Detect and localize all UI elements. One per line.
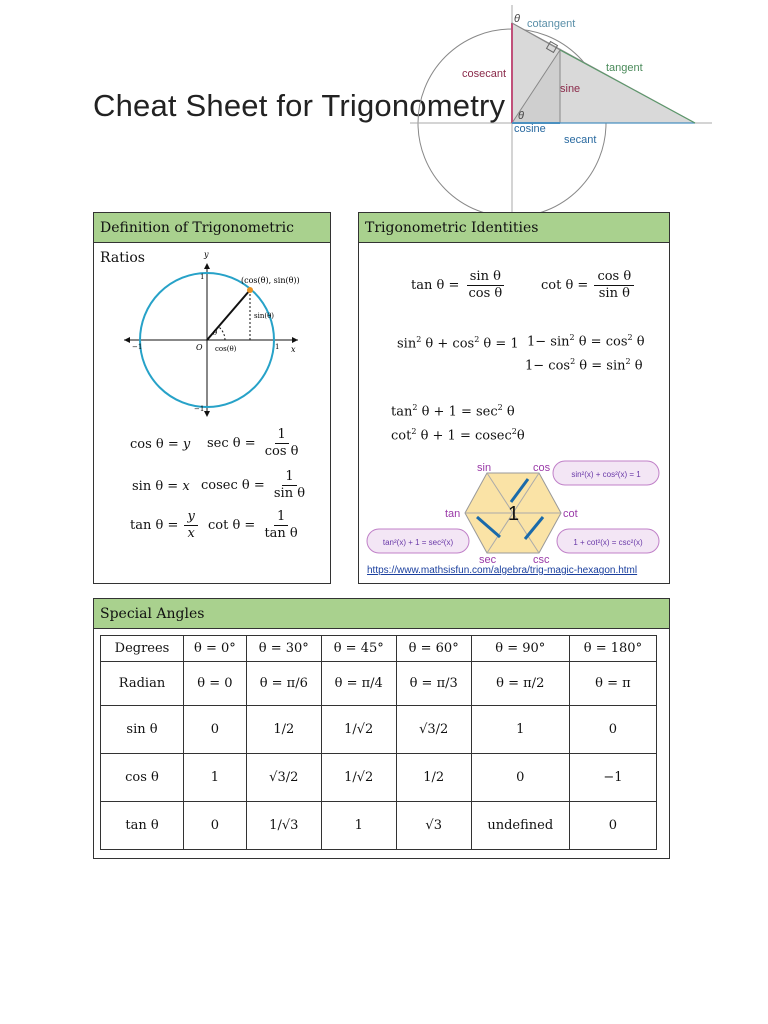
tan-cell: 0 [184,802,247,850]
circle-neg-one-left: −1 [132,343,143,351]
hex-cot-label: cot [563,508,578,520]
special-angles-header: Special Angles [94,599,669,629]
sin-cell: √3/2 [396,706,471,754]
circle-one-top: 1 [200,273,205,281]
hero-label-tangent: tangent [606,62,643,74]
sin-cell: 1/√2 [321,706,396,754]
row-label-cos: cos θ [101,754,184,802]
rad-cell: θ = 0 [184,662,247,706]
cos-cell: −1 [569,754,656,802]
hex-sin-label: sin [477,462,492,474]
circle-cos-label: cos(θ) [215,345,237,353]
tan-cell: 1/√3 [246,802,321,850]
tan-cell: undefined [471,802,569,850]
row-label-sin: sin θ [101,706,184,754]
definitions-panel [93,212,331,584]
magic-hexagon-link[interactable]: https://www.mathsisfun.com/algebra/trig-magic-hexagon.html [367,565,638,576]
hero-label-cosecant: cosecant [462,68,507,80]
hex-tan-label: tan [445,508,461,520]
circle-point-label: (cos(θ), sin(θ)) [241,276,300,285]
circle-sin-label: sin(θ) [254,312,275,320]
circle-one-right: 1 [275,343,280,351]
sin-cell: 0 [184,706,247,754]
hex-sec-label: sec [479,554,497,565]
hex-pill-top: sin²(x) + cos²(x) = 1 [571,470,641,479]
sin-squared-identity: $1- \sin^2 \theta = \cos^2 \theta$ [527,333,645,350]
tan-cell: √3 [396,802,471,850]
hero-label-cotangent: cotangent [527,18,576,30]
cos-squared-identity: $1- \cos^2 \theta = \sin^2 \theta$ [525,357,643,374]
deg-cell: θ = 30° [246,636,321,662]
special-angles-table [100,635,657,850]
rad-cell: θ = π [569,662,656,706]
deg-cell: θ = 60° [396,636,471,662]
tan-definition: tan θ = $\frac{y}{x}$ [130,509,200,542]
definitions-header: Definition of Trigonometric Ratios [94,213,330,243]
deg-cell: θ = 45° [321,636,396,662]
circle-x-label: x [291,345,296,354]
cot-definition: cot θ = $\frac{1}{\text{tan θ}}$ [208,509,298,541]
row-label-degrees: Degrees [101,636,184,662]
deg-cell: θ = 180° [569,636,656,662]
rad-cell: θ = π/4 [321,662,396,706]
tan-cell: 1 [321,802,396,850]
tan-identity: tan θ = $\frac{\text{sin θ}}{\text{cos θ}}$ [411,269,503,301]
deg-cell: θ = 90° [471,636,569,662]
tan-sec-identity: $\tan^2 \theta + 1 = \sec^2 \theta$ [391,403,515,420]
identities-header: Trigonometric Identities [359,213,669,243]
tan-cell: 0 [569,802,656,850]
sin-cell: 1/2 [246,706,321,754]
cos-cell: 0 [471,754,569,802]
hex-csc-label: csc [533,554,550,565]
sin-cell: 0 [569,706,656,754]
special-angles-panel [93,598,670,859]
circle-neg-one-bottom: −1 [194,405,205,413]
hero-label-cosine: cosine [514,123,546,135]
hero-label-secant: secant [564,134,597,146]
identities-panel [358,212,670,584]
cot-identity: cot θ = $\frac{\text{cos θ}}{\text{sin θ}}$ [541,269,636,302]
sin-cell: 1 [471,706,569,754]
rad-cell: θ = π/6 [246,662,321,706]
cos-cell: √3/2 [246,754,321,802]
rad-cell: θ = π/2 [471,662,569,706]
circle-y-label: y [204,250,209,259]
circle-theta-label: θ [213,329,218,337]
cot-cosec-identity: $\cot^2 \theta + 1 = cosec^2\theta$ [391,427,525,444]
trig-hero-diagram [400,0,730,215]
hero-theta-bottom: θ [518,110,524,122]
hex-pill-right: 1 + cot²(x) = csc²(x) [573,538,643,547]
hex-pill-left: tan²(x) + 1 = sec²(x) [382,538,454,547]
cosec-definition: cosec θ = $\frac{1}{\text{sin θ}}$ [201,469,306,501]
hero-theta-top: θ [514,13,520,25]
sin-definition: sin θ = x [132,479,190,494]
trig-magic-hexagon [365,457,663,565]
sec-definition: sec θ = $\frac{1}{\text{cos θ}}$ [207,427,299,459]
circle-origin-label: O [196,343,203,352]
rad-cell: θ = π/3 [396,662,471,706]
hex-center-one: 1 [508,503,520,525]
row-label-radian: Radian [101,662,184,706]
row-label-tan: tan θ [101,802,184,850]
cos-definition: cos θ = y [130,437,191,452]
cos-cell: 1/2 [396,754,471,802]
deg-cell: θ = 0° [184,636,247,662]
hex-cos-label: cos [533,462,551,474]
hero-label-sine: sine [560,83,581,95]
pythagorean-identity: $\sin^2 \theta + \cos^2 \theta = 1$ [397,335,519,352]
cos-cell: 1 [184,754,247,802]
cos-cell: 1/√2 [321,754,396,802]
page-title: Cheat Sheet for Trigonometry [93,88,506,123]
